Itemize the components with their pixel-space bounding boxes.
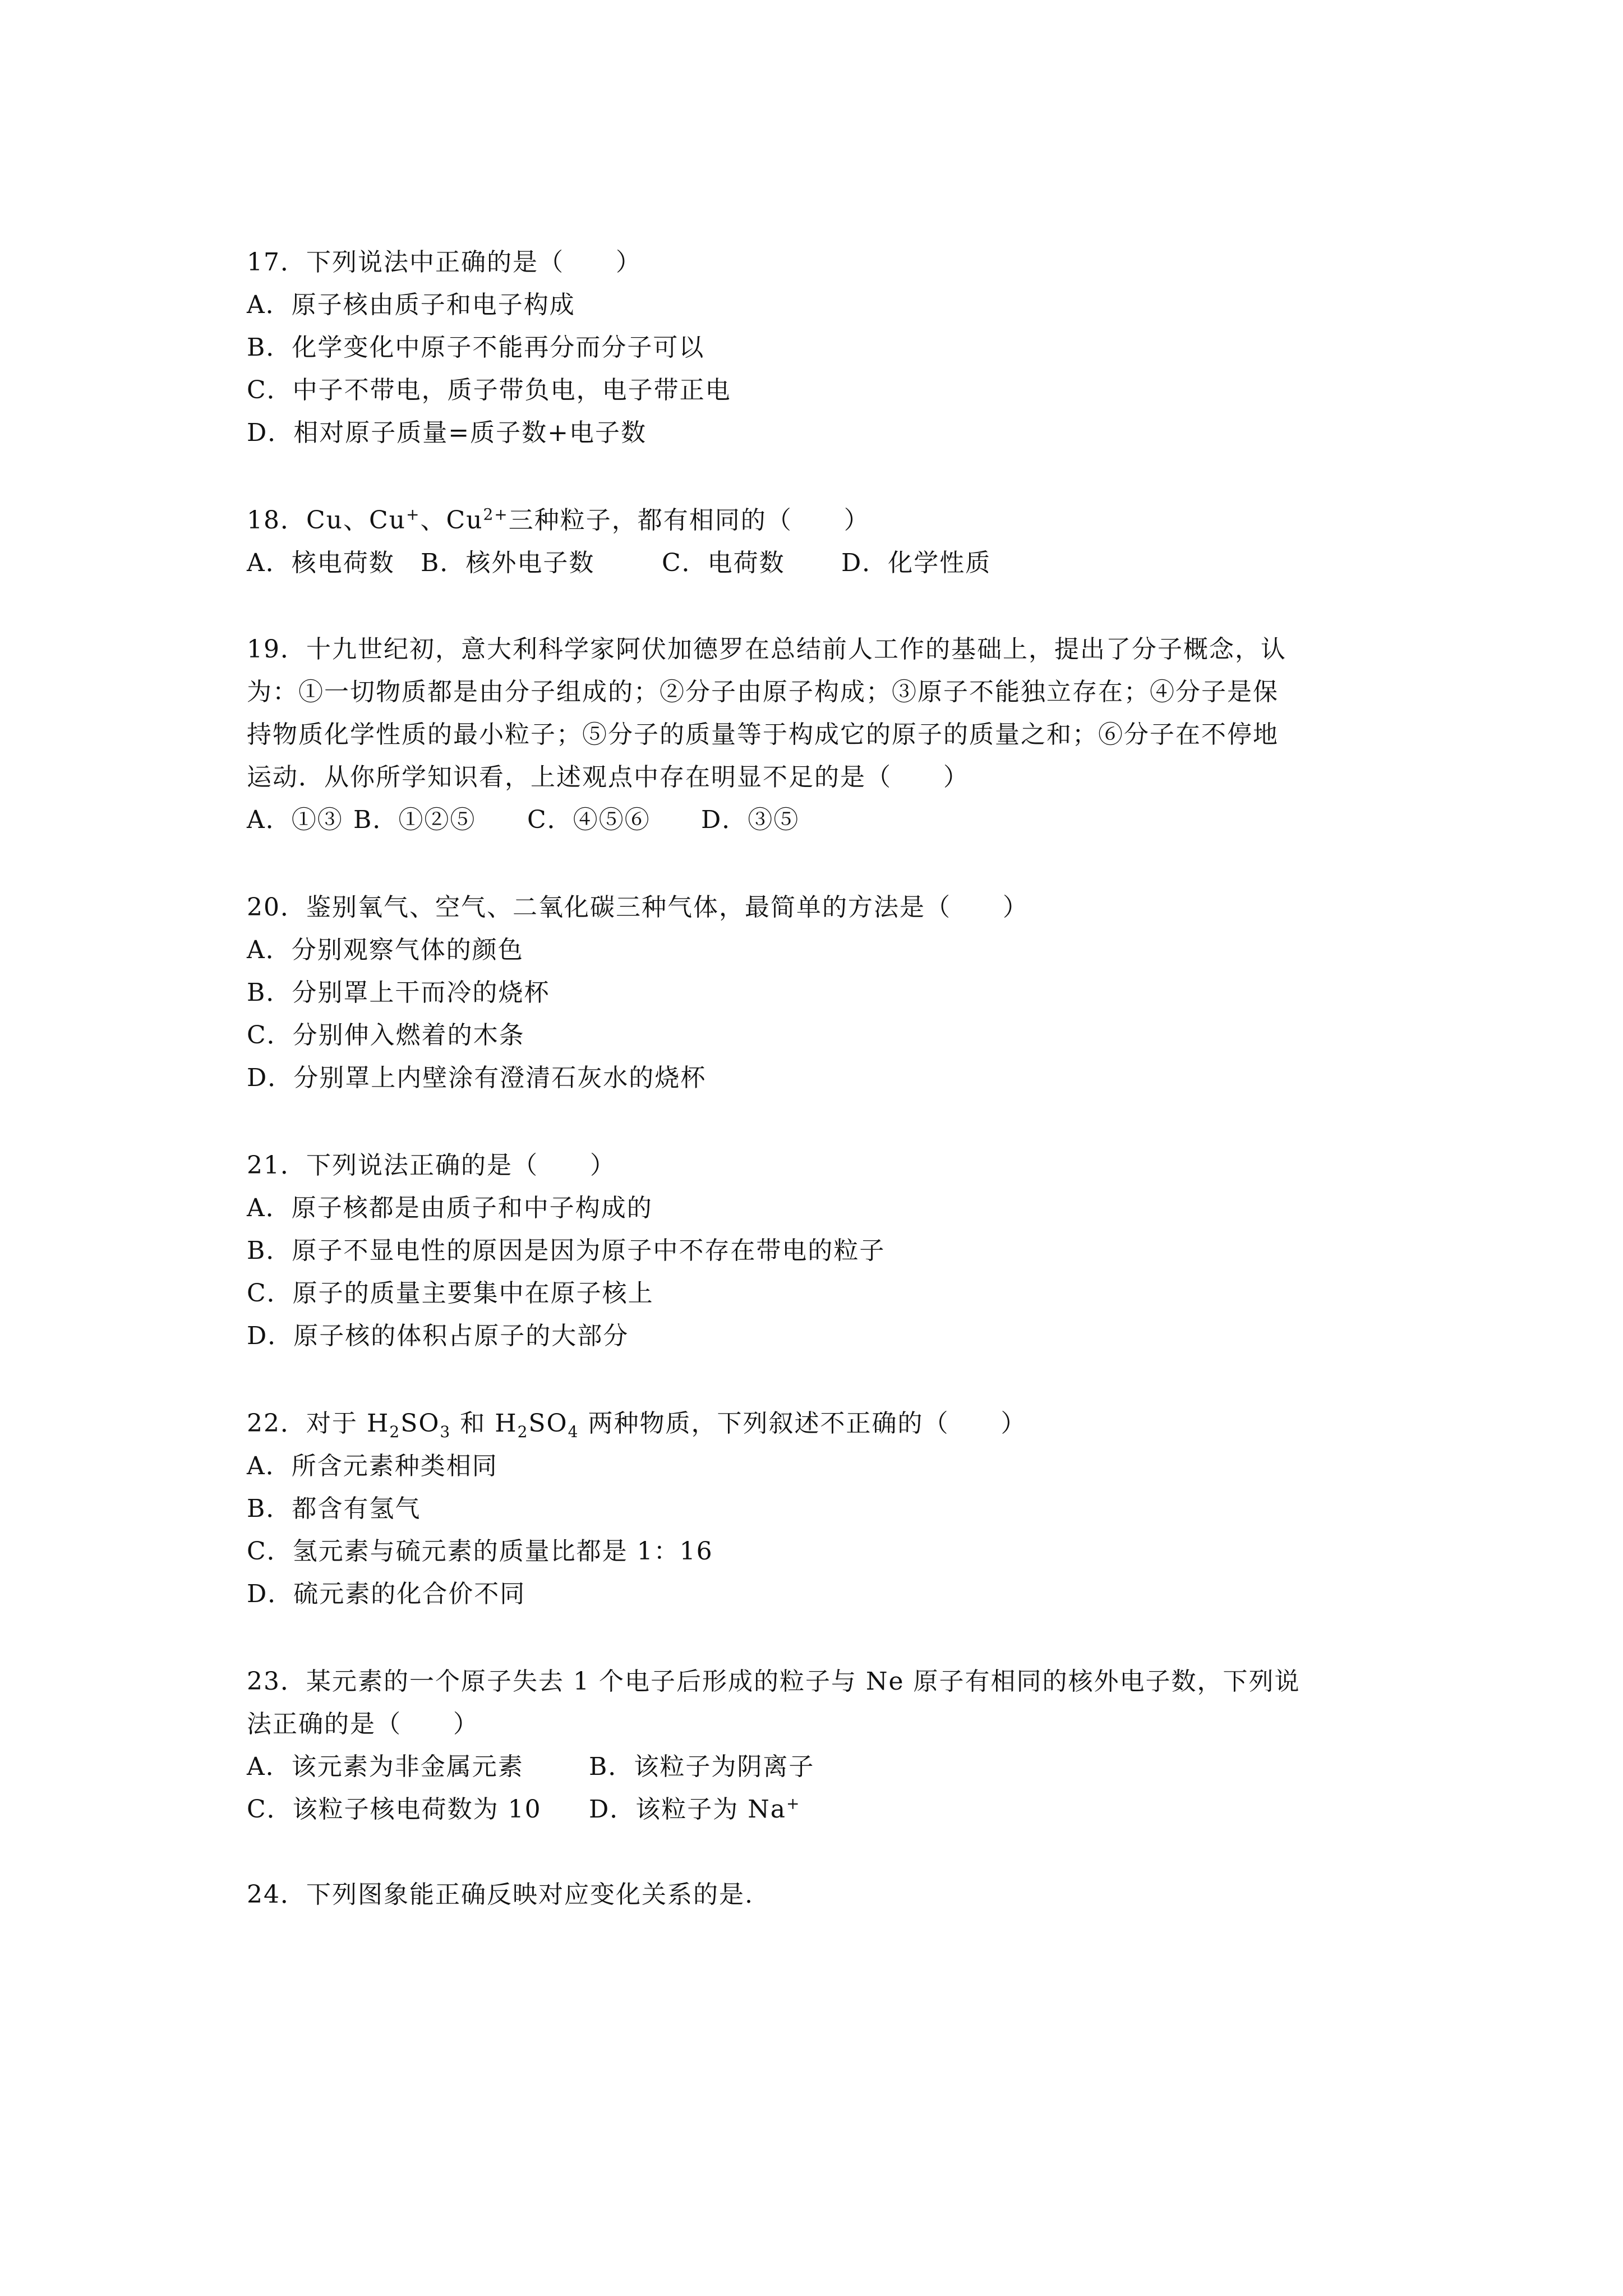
question-23-option-b: B．该粒子为阴离子	[589, 1752, 815, 1781]
question-17-option-b: B．化学变化中原子不能再分而分子可以	[247, 333, 705, 362]
question-18-option-a: A．核电荷数	[247, 549, 395, 577]
question-19-option-a: A．①③	[247, 806, 343, 834]
question-22-option-c: C．氢元素与硫元素的质量比都是 1：16	[247, 1537, 713, 1566]
question-18-option-d: D．化学性质	[841, 549, 992, 577]
question-21	[247, 1144, 1391, 1358]
question-20	[247, 886, 1391, 1099]
question-18	[247, 499, 1391, 585]
question-20-stem: 20．鉴别氧气、空气、二氧化碳三种气体，最简单的方法是（ ）	[247, 893, 1029, 922]
question-19-stem-line-2: 为：①一切物质都是由分子组成的；②分子由原子构成；③原子不能独立存在；④分子是保	[247, 678, 1279, 706]
question-22-mid-3: SO	[528, 1409, 568, 1438]
question-23-options-row-2	[247, 1788, 1391, 1831]
question-18-sup-1: +	[406, 505, 421, 524]
question-18-stem-suffix: 三种粒子，都有相同的（ ）	[508, 506, 870, 535]
question-18-stem-sep: 、Cu	[420, 506, 483, 535]
question-18-option-b: B．核外电子数	[421, 549, 595, 577]
question-23-options-row-1	[247, 1746, 1391, 1788]
question-23-option-d	[589, 1788, 800, 1831]
question-20-option-b: B．分别罩上干而冷的烧杯	[247, 978, 550, 1007]
question-18-stem	[247, 499, 1391, 542]
question-23-stem-line-1: 23．某元素的一个原子失去 1 个电子后形成的粒子与 Ne 原子有相同的核外电子数，下列说	[247, 1667, 1301, 1696]
question-22-stem-suffix: 两种物质，下列叙述不正确的（ ）	[579, 1409, 1027, 1438]
question-24-stem: 24．下列图象能正确反映对应变化关系的是.	[247, 1880, 754, 1909]
question-18-stem-prefix: 18．Cu、Cu	[247, 506, 406, 535]
question-22-option-d: D．硫元素的化合价不同	[247, 1580, 526, 1608]
question-22-sub-4: 4	[568, 1422, 579, 1441]
question-22-stem	[247, 1402, 1391, 1445]
question-19-option-c: C．④⑤⑥	[527, 806, 651, 834]
question-22-option-a: A．所含元素种类相同	[247, 1452, 498, 1480]
question-19	[247, 628, 1391, 841]
question-21-option-a: A．原子核都是由质子和中子构成的	[247, 1194, 653, 1222]
question-19-stem-line-3: 持物质化学性质的最小粒子；⑤分子的质量等于构成它的原子的质量之和；⑥分子在不停地	[247, 720, 1279, 749]
question-23-stem-line-2: 法正确的是（ ）	[247, 1710, 479, 1738]
question-22-stem-prefix: 22．对于 H	[247, 1409, 390, 1438]
question-20-option-d: D．分别罩上内壁涂有澄清石灰水的烧杯	[247, 1064, 707, 1092]
question-22-sub-1: 2	[389, 1422, 401, 1441]
question-22-mid-1: SO	[400, 1409, 440, 1438]
question-17-option-d: D．相对原子质量=质子数+电子数	[247, 418, 647, 447]
question-18-options	[247, 542, 1391, 585]
question-23-option-d-text: D．该粒子为 Na	[589, 1795, 786, 1824]
question-22	[247, 1402, 1391, 1616]
question-19-options	[247, 799, 1391, 841]
question-22-sub-2: 3	[440, 1422, 451, 1441]
question-17	[247, 241, 1391, 454]
question-19-stem-line-4: 运动．从你所学知识看，上述观点中存在明显不足的是（ ）	[247, 763, 969, 792]
question-23-option-a: A．该元素为非金属元素	[247, 1752, 524, 1781]
question-23	[247, 1660, 1391, 1831]
question-21-option-b: B．原子不显电性的原因是因为原子中不存在带电的粒子	[247, 1236, 886, 1265]
question-19-stem-line-1: 19．十九世纪初，意大利科学家阿伏加德罗在总结前人工作的基础上，提出了分子概念，认	[247, 635, 1287, 664]
question-19-option-d: D．③⑤	[701, 806, 800, 834]
question-18-sup-2: 2+	[483, 505, 509, 524]
question-17-option-c: C．中子不带电，质子带负电，电子带正电	[247, 376, 731, 404]
question-21-stem: 21．下列说法正确的是（ ）	[247, 1151, 616, 1180]
question-20-option-a: A．分别观察气体的颜色	[247, 936, 524, 964]
question-22-sub-3: 2	[517, 1422, 529, 1441]
question-18-option-c: C．电荷数	[662, 549, 785, 577]
question-22-mid-2: 和 H	[451, 1409, 518, 1438]
question-21-option-c: C．原子的质量主要集中在原子核上	[247, 1279, 654, 1308]
question-23-option-c: C．该粒子核电荷数为 10	[247, 1795, 542, 1824]
question-22-option-b: B．都含有氢气	[247, 1494, 421, 1523]
question-17-stem: 17．下列说法中正确的是（ ）	[247, 248, 642, 277]
question-21-option-d: D．原子核的体积占原子的大部分	[247, 1322, 629, 1350]
question-23-option-d-sup: +	[786, 1794, 801, 1813]
question-17-option-a: A．原子核由质子和电子构成	[247, 291, 575, 319]
question-24	[247, 1874, 1391, 1916]
question-19-option-b: B．①②⑤	[353, 806, 476, 834]
question-20-option-c: C．分别伸入燃着的木条	[247, 1021, 525, 1050]
